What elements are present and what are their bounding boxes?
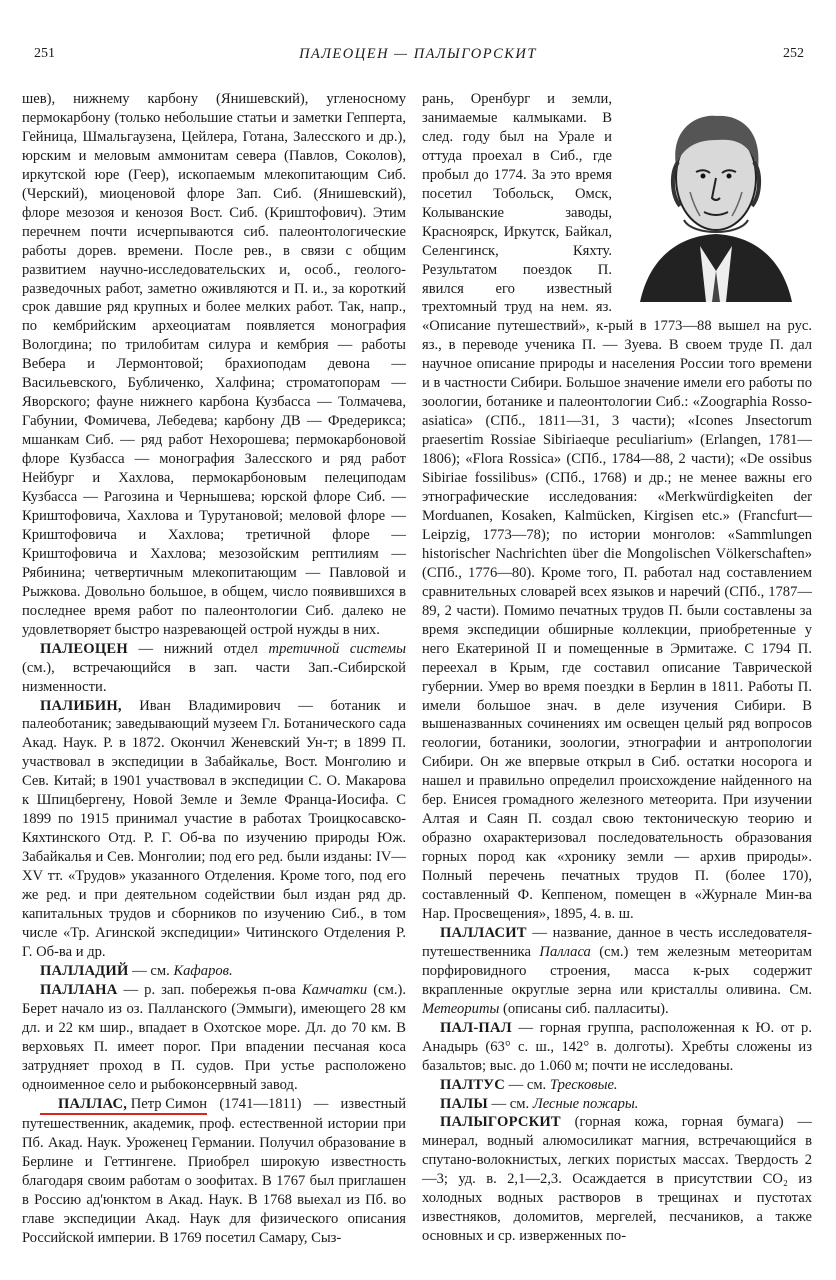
- headword-pallas: ПАЛЛАС,: [58, 1095, 128, 1112]
- page-number-left: 251: [34, 46, 55, 61]
- left-column: [22, 90, 406, 1248]
- entry-pal-pal: ПАЛ-ПАЛ — горная группа, расположенная к Ю. от р. Анадырь (63° с. ш., 142° в. долготы). Хребты сложены из базальтов; выс. до 1.060 м; почти не исследованы.: [422, 1019, 812, 1074]
- entry-palibin: ПАЛИБИН, Иван Владимирович — ботаник и палеоботаник; заведывающий музеем Гл. Ботанического сада Акад. Наук. Р. в 1872. Окончил Женевский Ун-т; в 1899 П. участвовал в экспедиции в Забайкалье, Вост. Монголию и Сев. Китай; в 1901 участвовал в экспедиции С. О. Макарова к Шпицбергену, Новой Земле и Земле Франца-Иосифа. С 1899 по 1915 принимал участие в работах Троицкосавско-Кяхтинского Отд. Р. Г. Об-ва по изучению природы Юж. Забайкалья и Сев. Монголии; под его ред. были изданы: IV—XV тт. «Трудов» указанного Отделения. Кроме того, под его же ред. и при деятельном содействии был издан ряд др. капитальных трудов и сборников по изучению Сиб., в том числе «Тр. Агинской экспедиции» Читинского Отделения Р. Г. Об-ва и др.: [22, 697, 406, 960]
- entry-pallas: ПАЛЛАС, Петр Симон (1741—1811) — известный путешественник, академик, проф. естественной истории при Пб. Акад. Наук. Уроженец Германии. Получил образование в Берлине и Геттингене. Приобрел широкую известность благодаря своим работам о зоофитах. В 1767 был приглашен в Россию ад'юнктом в Акад. Наук. В 1768 выехал из Пб. во главе экспедиции Акад. Наук для физического описания Российской империи. В 1769 посетил Самару, Сыз-: [22, 1095, 406, 1247]
- cross-ref-link[interactable]: Тресковые.: [549, 1076, 618, 1093]
- headword-paltus: ПАЛТУС: [440, 1076, 505, 1093]
- entry-paleocen: ПАЛЕОЦЕН — нижний отдел третичной системы (см.), встречающийся в зап. части Зап.-Сибирской низменности.: [22, 640, 406, 695]
- page-number-right: 252: [783, 46, 804, 61]
- entry-pallasit: ПАЛЛАСИТ — название, данное в честь исследователя-путешественника Палласа (см.) тем железным метеоритам порфировидного строения, масса к-рых содержит вкрапленные округлые зерна или кристаллы оливина. См. Метеориты (описаны сиб. палласиты).: [422, 924, 812, 1017]
- cross-ref-link[interactable]: Метеориты: [422, 1000, 500, 1017]
- cross-ref-link[interactable]: Камчатки: [301, 981, 368, 998]
- page-header: [22, 46, 814, 66]
- headword-pallasit: ПАЛЛАСИТ: [440, 924, 527, 941]
- cross-ref-link[interactable]: Кафаров.: [173, 962, 233, 979]
- headword-pal-pal: ПАЛ-ПАЛ: [440, 1019, 512, 1036]
- entry-paltus: ПАЛТУС — см. Тресковые.: [440, 1076, 618, 1093]
- entry-pallana: ПАЛЛАНА — р. зап. побережья п-ова Камчатки (см.). Берет начало из оз. Палланского (Эммыги), имеющего 28 км дл. и 22 км шир., впадает в Охотское море. Дл. до 70 км. В верховьях П. имеет порог. При впадении песчаная коса затрудняет проход в П. судов. При устье расположено одноименное село и рыбоконсервный завод.: [22, 981, 406, 1093]
- headword-palibin: ПАЛИБИН,: [40, 697, 122, 714]
- cross-ref-link[interactable]: Лесные пожары.: [532, 1095, 639, 1112]
- headword-palladiy: ПАЛЛАДИЙ: [40, 962, 129, 979]
- entry-palladiy: ПАЛЛАДИЙ — см. Кафаров.: [40, 962, 233, 979]
- continuation-paragraph: шев), нижнему карбону (Янишевский), угленосному пермокарбону (только небольшие статьи и заметки Гепперта, Гейница, Шмальгаузена, Цейлера, Готана, Залесского и др.), юрским и меловым аммонитам севера (Павлов, Соколов), иркутской юре (Геер), ископаемым млекопитающим Сиб. (Черский), миоценовой флоре Зап. Сиб. (Янишевский), флоре мезозоя и кенозоя Вост. Сиб. (Криштофович). Этим перечнем почти исчерпываются сиб. палеонтологические работы дорев. времени. После рев., в связи с общим развитием научно-исследовательских и, особ., геолого-разведочных работ, заметно оживляются и П. и., за короткий срок давшие ряд крупных и более мелких работ. Так, напр., по кембрийским археоциатам появляется монография Вологдина; по трилобитам силура и кембрия — работы Вебера и Лермонтовой; брахиоподам девона — Васильевского, Бубличенко, Халфина; строматопорам — Яворского; фауне нижнего карбона Кузбасса — Толмачева, Габунии, Фомичева, Лебедева; карбону ДВ — Фредерикса; мшанкам Сиб. — ряд работ Нехорошева; пермокарбоновой флоре Кузбасса — монография Залесского и ряд работ Нейбург и Хахлова, пермокарбоновым пелециподам Кузбасса — Рагозина и Чернышева; юрской флоре Сиб. — Криштофовича, Хахлова и Турутановой; меловой флоре — Криштофовича и Хахлова; третичной флоре — Криштофовича и Хахлова; мезозойским рептилиям — Рябинина; четвертичным млекопитающим — Павловой и Рыжкова. Довольно большое, в общем, число появившихся в последнее время работ по палеонтологии Сиб. далеко не удовлетворяет быстро назревающей острой нужды в них.: [22, 91, 406, 638]
- entry-paly: ПАЛЫ — см. Лесные пожары.: [440, 1095, 639, 1112]
- pallas-portrait-engraving: [620, 96, 812, 302]
- entry-pallas-continuation: рань, Оренбург и земли, занимаемые калмыками. В след. году был на Урале и оттуда проехал в Сиб., где пробыл до 1774. За это время посетил Тобольск, Омск, Колыванские заводы, Красноярск, Иркутск, Байкал, Селенгинск, Кяхту. Результатом поездок П. явился его известный трехтомный труд на нем. яз. «Описание путешествий», к-рый в 1773—88 вышел на рус. яз., в переводе ученика П. — Зуева. В своем труде П. дал научное описание природы и населения России того времени и в частности Сибири. Большое значение имели его работы по зоологии, ботанике и палеонтологии Сиб.: «Zoographia Rosso-asiatica» (СПб., 1811—31, 3 части); «Icones Jnsectorum praesertim Rossiae Sibiriaeque peculiarium» (Erlangen, 1781—1806); «Flora Rossica» (СПб., 1784—88, 2 части); «De ossibus Sibiriae fossilibus» (СПб., 1768) и др.; не менее важны его этнографические исследования: «Merkwürdigkeiten der Morduanen, Kosaken, Kalmücken, Kirgisen etc.» (Francfurt—Leipzig, 1773—78); по истории монголов: «Sammlungen historischer Nachrichten über die Mongolischen Völkerschaften» (СПб., 1776—80). Кроме того, П. работал над составлением сравнительных словарей всех языков и наречий (СПб., 1787—89, 2 части). Помимо печатных трудов П. были составлены за время экспедиции обширные коллекции, приобретенные у него Екатериной II и помещенные в Эрмитаже. С 1794 П. переехал в Крым, где составил описание Таврической губернии. Умер во время поездки в Берлин в 1811. Работы П. имели большое знач. в деле изучения Сибири. В вышеназванных сочинениях им освещен целый ряд вопросов геологии, ботаники, зоологии, этнографии и антропологии Сибири. Он же впервые открыл в Сиб. остатки носорога и нашел и правильно определил происхождение найденного на бер. Енисея громадного железного метеорита. При изучении Алтая и Саян П. создал свою тектоническую теорию и образно охарактеризовал последовательность образования горных пород как «хронику земли — архив природы». Полный перечень печатных трудов П. (более 170), составленный Ф. Кеппеном, помещен в «Журнале Мин-ва Нар. Просвещения», 1895, 4. в. ш.: [422, 91, 812, 922]
- red-underline-highlight: ПАЛЛАС, Петр Симон: [40, 1095, 207, 1116]
- headword-paleocen: ПАЛЕОЦЕН: [40, 640, 128, 657]
- cross-ref-link[interactable]: третичной системы: [268, 640, 406, 657]
- headword-palygorskit: ПАЛЫГОРСКИТ: [440, 1114, 561, 1131]
- right-column: [422, 90, 812, 1246]
- cross-ref-link[interactable]: Палласа: [539, 943, 591, 960]
- entry-palygorskit: ПАЛЫГОРСКИТ (горная кожа, горная бумага) — минерал, водный алюмосиликат магния, встречающийся в спутано-волокнистых, легких пористых массах. Твердость 2—3; уд. в. 2,1—2,3. Осаждается в присутствии CO₂ из холодных водных растворов в трещинах и пустотах известняков, доломитов, мергелей, песчаников, а также основных и ср. изверженных по-: [422, 1114, 812, 1245]
- running-title: ПАЛЕОЦЕН — ПАЛЫГОРСКИТ: [299, 46, 537, 62]
- headword-paly: ПАЛЫ: [440, 1095, 488, 1112]
- headword-pallana: ПАЛЛАНА: [40, 981, 118, 998]
